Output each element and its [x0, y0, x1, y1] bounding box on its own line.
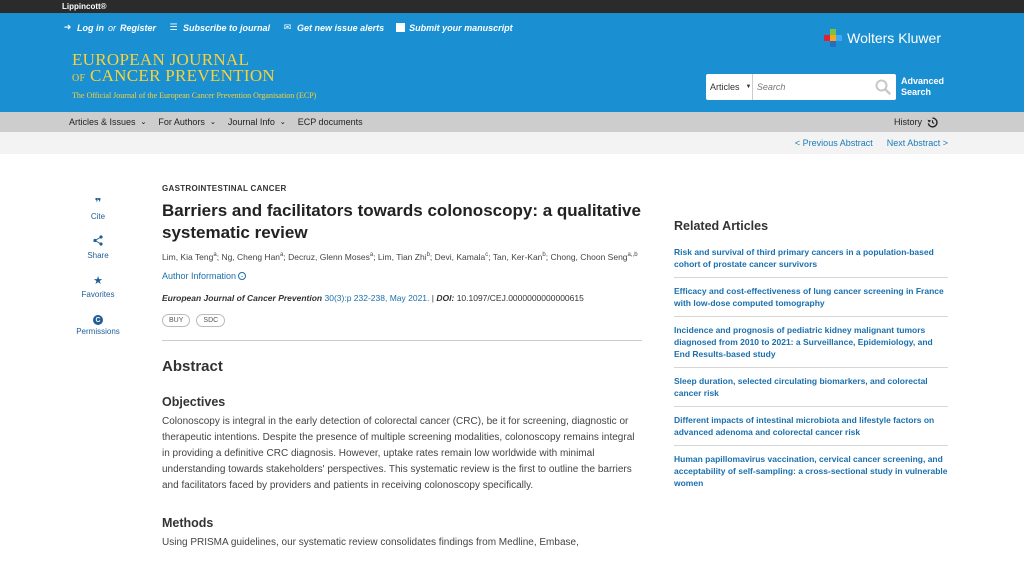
abstract-heading: Abstract	[162, 357, 223, 375]
related-article-link[interactable]: Human papillomavirus vaccination, cervical cancer screening, and acceptability of self-sampling: a cross-sectional study in vulnerable women	[674, 445, 948, 496]
search-box	[706, 74, 896, 100]
journal-title-of: OF	[72, 73, 86, 84]
nav-for-authors[interactable]	[158, 117, 215, 127]
search-input[interactable]	[753, 75, 874, 99]
previous-abstract-link[interactable]: < Previous Abstract	[794, 138, 873, 148]
login-label[interactable]: Log in	[77, 22, 104, 33]
sdc-button[interactable]: SDC	[196, 314, 225, 327]
methods-text: Using PRISMA guidelines, our systematic review consolidates findings from Medline, Embase,	[162, 536, 579, 548]
favorites-label: Favorites	[81, 290, 115, 299]
mail-icon: ✉	[283, 22, 292, 32]
author[interactable]: Ng, Cheng Han$^a$	[221, 251, 284, 262]
buy-button[interactable]: BUY	[162, 314, 190, 327]
journal-title-line1: EUROPEAN JOURNAL	[72, 50, 250, 69]
journal-logo[interactable]	[72, 52, 316, 103]
menu-icon: ☰	[169, 22, 178, 32]
login-register-link[interactable]	[62, 22, 156, 33]
or-label: or	[108, 22, 117, 33]
author[interactable]: Chong, Choon Seng$^{a,,b}$	[550, 251, 638, 262]
related-article-link[interactable]: Different impacts of intestinal microbiota and lifestyle factors on advanced adenoma and colorectal cancer risk	[674, 406, 948, 445]
share-label: Share	[87, 251, 109, 260]
history-label: History	[893, 117, 922, 127]
journal-name: European Journal of Cancer Prevention	[162, 292, 323, 303]
top-bar	[0, 0, 1024, 13]
objectives-text: Colonoscopy is integral in the early detection of colorectal cancer (CRC), be it for screening, diagnostic or therapeutic intentions. Despite the presence of multiple screening modalities, colonoscopy remains integral in providing a definitive CRC diagnosis. However, uptake rates remain low worldwide with minimal understanding towards stakeholders' perspectives. This systematic review is the first to outline the barriers and facilitators faced by providers and patients in receiving colonoscopy specifically.	[162, 415, 635, 491]
history-icon	[927, 117, 938, 128]
permissions-button[interactable]	[76, 313, 120, 336]
volume-issue-link[interactable]: 30(3):p 232-238, May 2021.	[324, 292, 430, 303]
favorites-button[interactable]	[82, 274, 115, 299]
cite-label: Cite	[90, 212, 106, 221]
history-button[interactable]	[894, 112, 938, 132]
article-title: Barriers and facilitators towards colonoscopy: a qualitative systematic review	[162, 201, 641, 242]
utility-links	[62, 22, 513, 33]
chevron-down-icon: ⌄	[209, 119, 216, 126]
wolters-kluwer-mark-icon	[824, 29, 842, 47]
journal-title-main: CANCER PREVENTION	[89, 66, 275, 85]
access-badges	[162, 314, 642, 327]
methods-heading: Methods	[162, 515, 214, 530]
submit-label: Submit your manuscript	[409, 22, 513, 33]
article-pager	[0, 132, 1024, 154]
share-button[interactable]	[87, 235, 108, 260]
author[interactable]: Decruz, Glenn Moses$^a$	[288, 251, 374, 262]
objectives-heading: Objectives	[162, 394, 226, 409]
login-icon: ➜	[63, 22, 72, 32]
author[interactable]: Lim, Kia Teng$^a$	[162, 251, 217, 262]
cite-button[interactable]	[91, 196, 105, 221]
nav-label: Journal Info	[227, 117, 275, 127]
nav-articles-issues[interactable]	[69, 117, 146, 127]
related-articles	[674, 219, 948, 496]
doi-label: DOI:	[436, 292, 455, 303]
subscribe-link[interactable]	[168, 22, 270, 33]
lippincott-brand: Lippincott®	[62, 2, 107, 11]
alerts-link[interactable]	[282, 22, 384, 33]
subscribe-label: Subscribe to journal	[183, 22, 271, 33]
next-abstract-link[interactable]: Next Abstract >	[886, 138, 948, 148]
author-list: Lim, Kia Teng$^a$; Ng, Cheng Han$^a$; Decruz, Glenn Moses$^a$; Lim, Tian Zhi$^b$; Devi, Kamala$^c$; Tan, Ker-Kan$^b$; Chong, Choon Seng$^{a,,b}$	[162, 251, 638, 262]
advanced-search-link[interactable]	[901, 76, 944, 98]
advanced-search-line2: Search	[901, 87, 932, 97]
journal-subtitle: The Official Journal of the European Cancer Prevention Organisation (ECP)	[72, 91, 317, 100]
nav-label: ECP documents	[297, 117, 363, 127]
star-icon: ★	[93, 275, 103, 287]
citation-line: European Journal of Cancer Prevention 30(3):p 232-238, May 2021. | DOI: 10.1097/CEJ.0000000000000615	[162, 292, 584, 303]
article-tools	[72, 196, 124, 350]
checkbox-icon	[396, 23, 405, 32]
related-article-link[interactable]: Efficacy and cost-effectiveness of lung cancer screening in France with low-dose computed tomography	[674, 277, 948, 316]
nav-label: For Authors	[158, 117, 205, 127]
alerts-label: Get new issue alerts	[297, 22, 385, 33]
nav-journal-info[interactable]	[228, 117, 286, 127]
article-main	[162, 184, 642, 551]
advanced-search-line1: Advanced	[901, 76, 945, 86]
nav-ecp-documents[interactable]	[298, 117, 363, 127]
author-information-toggle[interactable]	[162, 271, 642, 281]
divider	[162, 340, 642, 341]
related-article-link[interactable]: Risk and survival of third primary cancers in a population-based cohort of prostate cancer survivors	[674, 247, 934, 269]
permissions-icon: C	[93, 315, 103, 325]
site-header	[0, 13, 1024, 112]
related-article-link[interactable]: Sleep duration, selected circulating biomarkers, and colorectal cancer risk	[674, 367, 948, 406]
permissions-label: Permissions	[76, 327, 120, 336]
main-nav	[0, 112, 1024, 132]
caret-down-icon: ▼	[745, 84, 752, 90]
related-article-link[interactable]: Incidence and prognosis of pediatric kidney malignant tumors diagnosed from 2010 to 2021: a Surveillance, Epidemiology, and End Results-based study	[674, 316, 948, 367]
author[interactable]: Tan, Ker-Kan$^b$	[492, 251, 546, 262]
article-section: GASTROINTESTINAL CANCER	[162, 184, 287, 193]
author[interactable]: Devi, Kamala$^c$	[434, 251, 489, 262]
related-articles-heading: Related Articles	[674, 219, 769, 233]
search-icon[interactable]	[874, 76, 893, 98]
nav-label: Articles & Issues	[69, 117, 136, 127]
search-scope-select[interactable]	[706, 74, 753, 100]
search-scope-value: Articles	[710, 82, 740, 92]
author-information-label: Author Information	[162, 270, 237, 281]
publisher-name: Wolters Kluwer	[847, 30, 941, 46]
share-icon	[93, 235, 103, 249]
wolters-kluwer-logo[interactable]	[824, 29, 941, 47]
quote-icon: ❞	[94, 197, 102, 209]
chevron-down-icon: ⌄	[239, 272, 245, 279]
chevron-down-icon: ⌄	[279, 119, 286, 126]
journal-title-line2	[72, 68, 316, 87]
submit-manuscript-link[interactable]	[396, 22, 513, 33]
register-label[interactable]: Register	[120, 22, 157, 33]
author[interactable]: Lim, Tian Zhi$^b$	[377, 251, 430, 262]
chevron-down-icon: ⌄	[140, 119, 147, 126]
doi-value: 10.1097/CEJ.0000000000000615	[456, 292, 584, 303]
